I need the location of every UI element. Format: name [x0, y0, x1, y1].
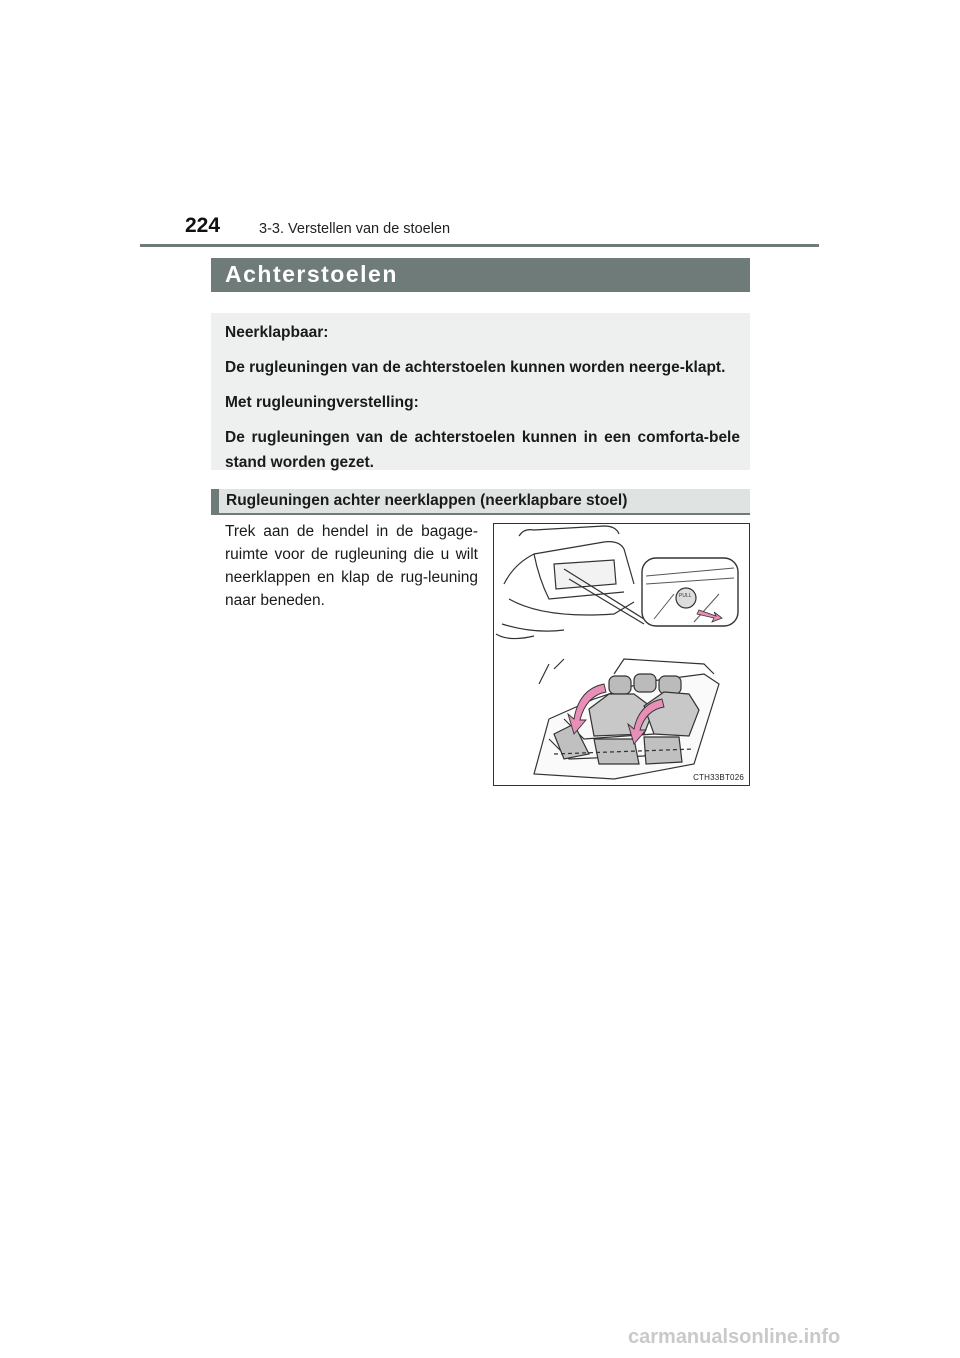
illustration-drawing — [494, 524, 749, 785]
intro-box — [211, 313, 750, 470]
intro-label-recline: Met rugleuningverstelling: — [225, 394, 419, 411]
seat-fold-illustration — [493, 523, 750, 786]
subsection-heading — [211, 489, 750, 515]
intro-label-foldable: Neerklapbaar: — [225, 324, 329, 341]
instruction-text: Trek aan de hendel in de bagage-ruimte voor de rugleuning die u wilt neerklappen en klap de rug-leuning naar beneden. — [225, 523, 478, 609]
subsection-marker — [211, 489, 219, 513]
watermark: carmanualsonline.info — [628, 1326, 841, 1348]
intro-text-recline: De rugleuningen van de achterstoelen kunnen in een comforta-bele stand worden gezet. — [225, 429, 740, 471]
chapter-heading: 3-3. Verstellen van de stoelen — [259, 221, 451, 237]
trunk-drawing — [496, 526, 634, 639]
header-divider — [140, 244, 819, 247]
page-number: 224 — [185, 214, 221, 237]
lever-label: PULL — [679, 593, 692, 599]
rear-seats-drawing — [534, 659, 719, 779]
intro-text-foldable: De rugleuningen van de achterstoelen kunnen worden neerge-klapt. — [225, 359, 726, 376]
subsection-title: Rugleuningen achter neerklappen (neerklapbare stoel) — [226, 492, 628, 509]
pointer-line-2 — [569, 579, 644, 624]
section-title: Achterstoelen — [211, 258, 750, 292]
figure-code: CTH33BT026 — [693, 773, 744, 782]
